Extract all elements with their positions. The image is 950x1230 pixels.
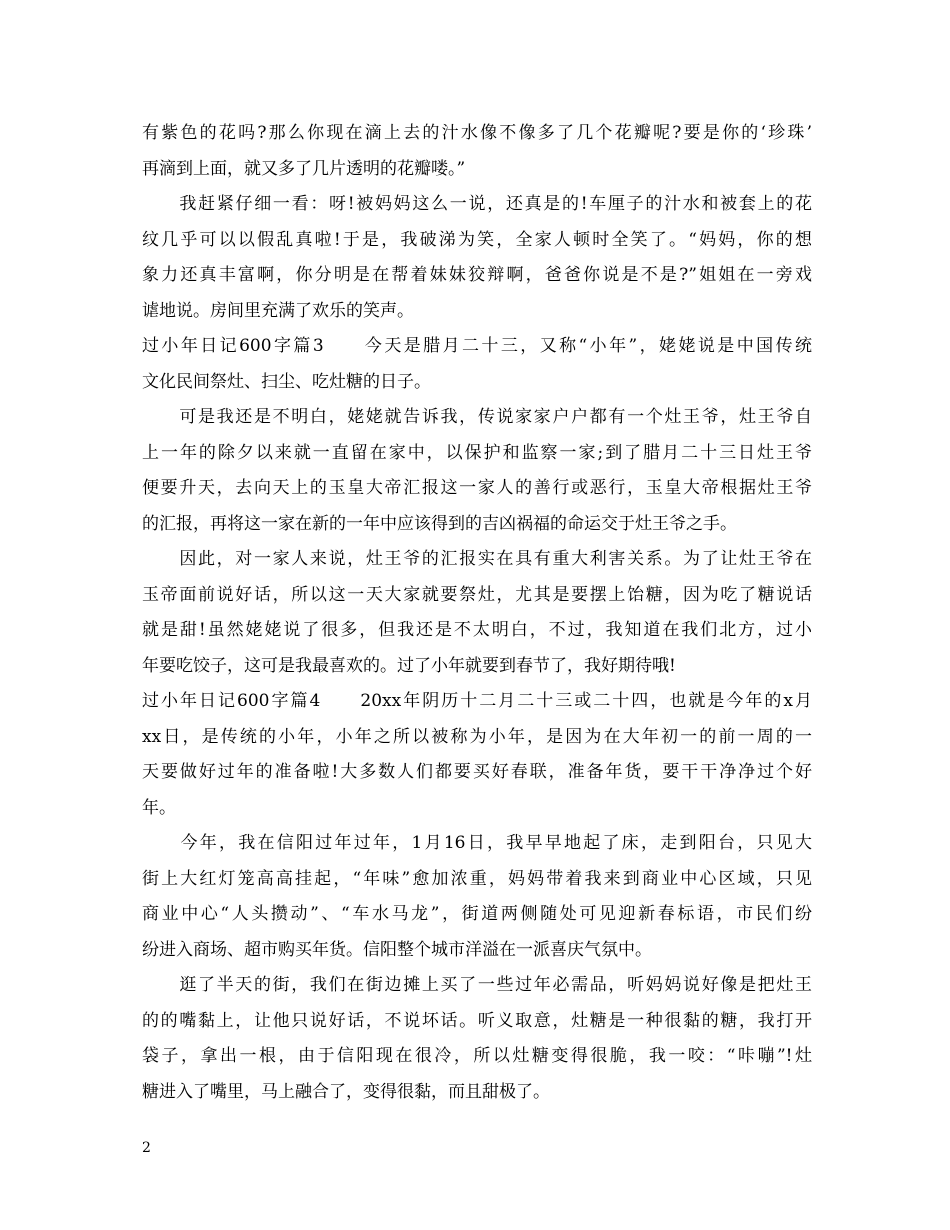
text-line: xx日，是传统的小年，小年之所以被称为小年，是因为在大年初一的前一周的一 (142, 726, 812, 747)
text-line: 上一年的除夕以来就一直留在家中，以保护和监察一家;到了腊月二十三日灶王爷 (142, 442, 812, 463)
section-heading-line: 过小年日记600字篇3 今天是腊月二十三，又称“小年”，姥姥说是中国传统 (142, 336, 812, 356)
page-number: 2 (142, 1140, 151, 1156)
text-line: 再滴到上面，就又多了几片透明的花瓣喽。” (142, 158, 466, 179)
section-heading-line: 过小年日记600字篇4 20xx年阴历十二月二十三或二十四，也就是今年的x月 (142, 691, 812, 711)
text-line: 商业中心“人头攒动”、“车水马龙”，街道两侧随处可见迎新春标语，市民们纷 (142, 904, 812, 924)
text-line: 年要吃饺子，这可是我最喜欢的。过了小年就要到春节了，我好期待哦! (142, 655, 676, 676)
text-line: 因此，对一家人来说，灶王爷的汇报实在具有重大利害关系。为了让灶王爷在 (142, 549, 812, 569)
text-line: 年。 (142, 797, 176, 818)
text-line: 谑地说。房间里充满了欢乐的笑声。 (142, 300, 414, 321)
text-line: 可是我还是不明白，姥姥就告诉我，传说家家户户都有一个灶王爷，灶王爷自 (142, 407, 812, 427)
text-line: 纹几乎可以以假乱真啦!于是，我破涕为笑，全家人顿时全笑了。“妈妈，你的想 (142, 229, 812, 250)
body-text (142, 116, 812, 1110)
text-line: 就是甜!虽然姥姥说了很多，但我还是不太明白，不过，我知道在我们北方，过小 (142, 620, 812, 640)
text-line: 袋子，拿出一根，由于信阳现在很冷，所以灶糖变得很脆，我一咬：“咔嘣”!灶 (142, 1046, 812, 1066)
text-line: 象力还真丰富啊，你分明是在帮着妹妹狡辩啊，爸爸你说是不是?”姐姐在一旁戏 (142, 265, 812, 285)
text-line: 天要做好过年的准备啦!大多数人们都要买好春联，准备年货，要干干净净过个好 (142, 762, 812, 782)
text-line: 便要升天，去向天上的玉皇大帝汇报这一家人的善行或恶行，玉皇大帝根据灶王爷 (142, 478, 812, 498)
text-line: 的的嘴黏上，让他只说好话，不说坏话。听义取意，灶糖是一种很黏的糖，我打开 (142, 1010, 812, 1031)
text-line: 逛了半天的街，我们在街边摊上买了一些过年必需品，听妈妈说好像是把灶王 (142, 975, 812, 995)
text-line: 我赶紧仔细一看：呀!被妈妈这么一说，还真是的!车厘子的汁水和被套上的花 (142, 194, 812, 214)
text-line: 有紫色的花吗?那么你现在滴上去的汁水像不像多了几个花瓣呢?要是你的‘珍珠’ (142, 123, 812, 143)
text-line: 糖进入了嘴里，马上融合了，变得很黏，而且甜极了。 (142, 1081, 550, 1102)
text-line: 街上大红灯笼高高挂起，“年味”愈加浓重，妈妈带着我来到商业中心区域，只见 (142, 868, 812, 889)
text-line: 今年，我在信阳过年过年，1月16日，我早早地起了床，走到阳台，只见大 (142, 833, 812, 853)
text-line: 的汇报，再将这一家在新的一年中应该得到的吉凶祸福的命运交于灶王爷之手。 (142, 513, 737, 534)
text-line: 纷进入商场、超市购买年货。信阳整个城市洋溢在一派喜庆气氛中。 (142, 939, 652, 960)
text-line: 文化民间祭灶、扫尘、吃灶糖的日子。 (142, 371, 431, 392)
text-line: 玉帝面前说好话，所以这一天大家就要祭灶，尤其是要摆上饴糖，因为吃了糖说话 (142, 584, 812, 605)
